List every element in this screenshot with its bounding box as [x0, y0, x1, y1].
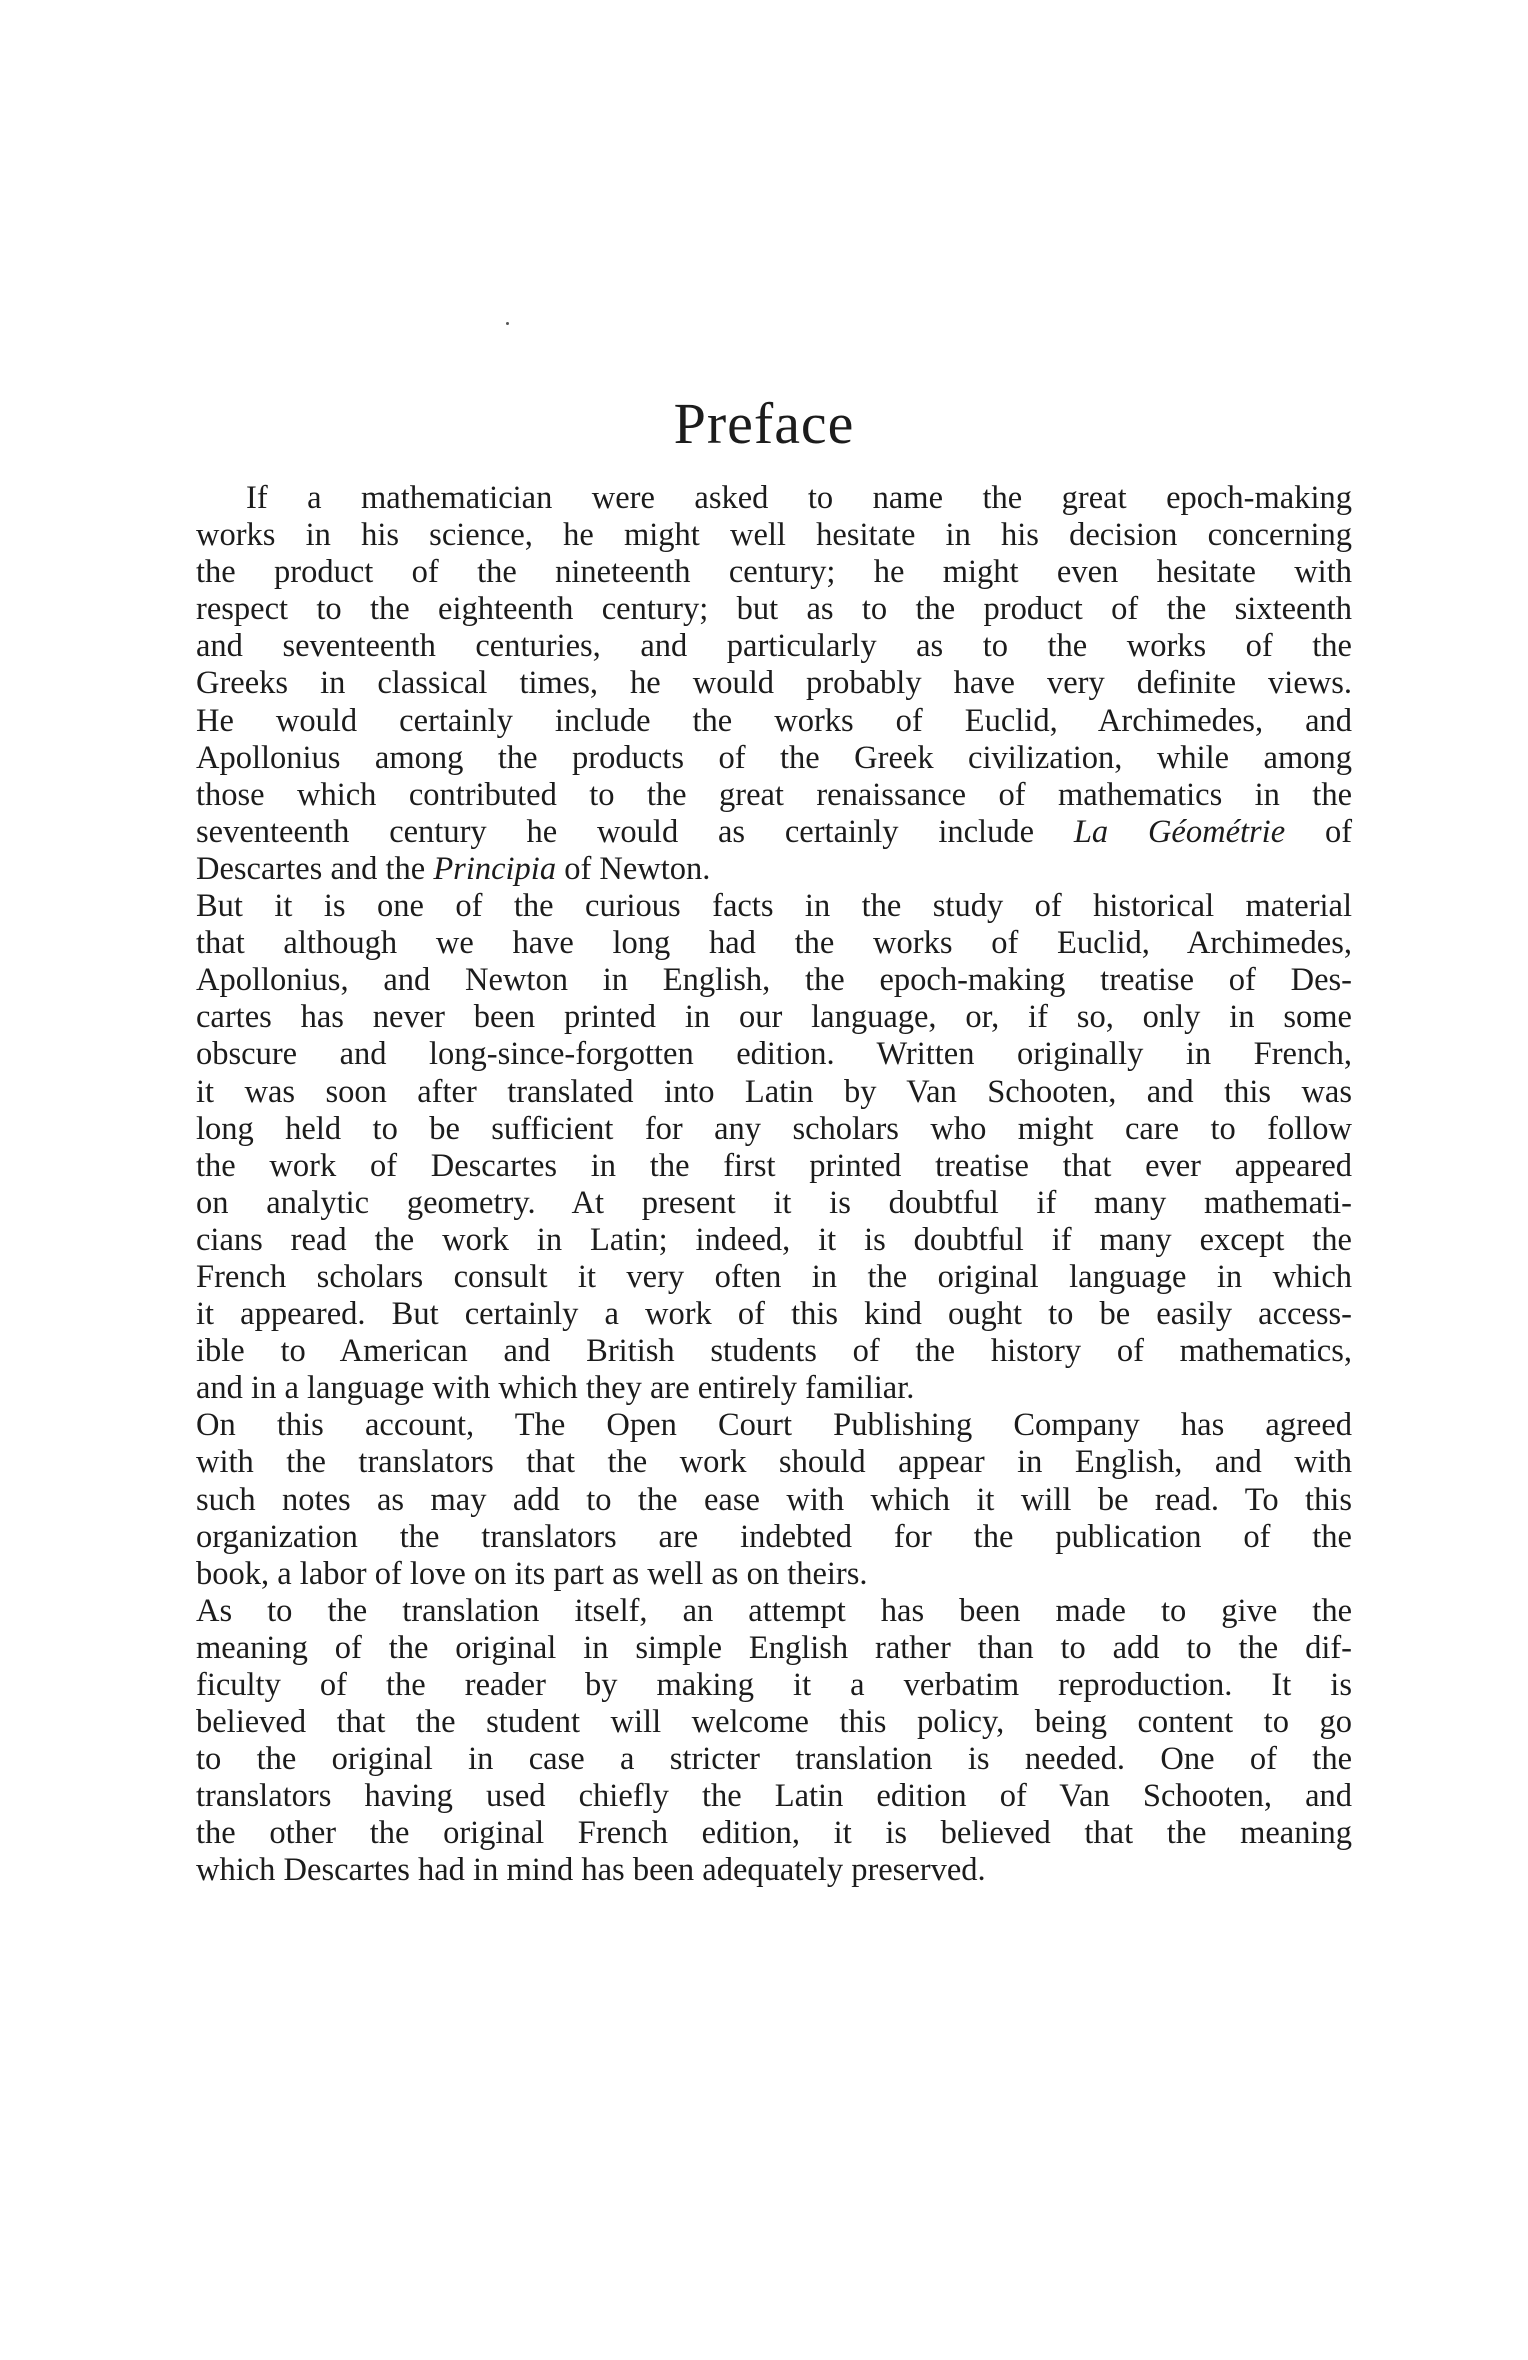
text-line: with the translators that the work should appear in English, and with	[196, 1444, 1352, 1481]
text-line: on analytic geometry. At present it is doubtful if many mathemati-	[196, 1184, 1352, 1221]
text-line: Apollonius, and Newton in English, the epoch-making treatise of Des-	[196, 962, 1352, 999]
text-line: cians read the work in Latin; indeed, it is doubtful if many except the	[196, 1221, 1352, 1258]
text-line: But it is one of the curious facts in the study of historical material	[196, 888, 1352, 925]
paragraph-2	[196, 888, 1352, 1407]
text-line: meaning of the original in simple English rather than to add to the dif-	[196, 1629, 1352, 1666]
text-line: the work of Descartes in the first printed treatise that ever appeared	[196, 1147, 1352, 1184]
text-line: respect to the eighteenth century; but as to the product of the sixteenth	[196, 591, 1352, 628]
paragraph-3	[196, 1407, 1352, 1592]
text-line: works in his science, he might well hesitate in his decision concerning	[196, 517, 1352, 554]
text-line: book, a labor of love on its part as well as on theirs.	[196, 1555, 868, 1592]
text-line: such notes as may add to the ease with which it will be read. To this	[196, 1481, 1352, 1518]
text-line: French scholars consult it very often in the original language in which	[196, 1258, 1352, 1295]
text-line: that although we have long had the works of Euclid, Archimedes,	[196, 925, 1352, 962]
text-segment: of	[1324, 813, 1353, 850]
text-line: Apollonius among the products of the Greek civilization, while among	[196, 739, 1352, 776]
text-line: obscure and long-since-forgotten edition. Written originally in French,	[196, 1036, 1352, 1073]
page-title: Preface	[673, 391, 855, 456]
text-segment: Descartes and the	[196, 850, 426, 887]
text-line: As to the translation itself, an attempt has been made to give the	[196, 1592, 1352, 1629]
text-line: and seventeenth centuries, and particularly as to the works of the	[196, 628, 1352, 665]
italic-title-la-geometrie: La Géométrie	[1073, 813, 1286, 850]
text-line: long held to be sufficient for any scholars who might care to follow	[196, 1110, 1352, 1147]
italic-title-principia: Principia	[433, 850, 557, 887]
text-line: translators having used chiefly the Latin edition of Van Schooten, and	[196, 1778, 1352, 1815]
text-line: cartes has never been printed in our language, or, if so, only in some	[196, 999, 1352, 1036]
text-line: believed that the student will welcome this policy, being content to go	[196, 1704, 1352, 1741]
text-line: the other the original French edition, it is believed that the meaning	[196, 1815, 1352, 1852]
text-line: it was soon after translated into Latin by Van Schooten, and this was	[196, 1073, 1352, 1110]
text-line: the product of the nineteenth century; he might even hesitate with	[196, 554, 1352, 591]
text-line-with-italic	[196, 814, 1352, 851]
text-line: ficulty of the reader by making it a verbatim reproduction. It is	[196, 1667, 1352, 1703]
text-line: to the original in case a stricter translation is needed. One of the	[196, 1741, 1352, 1778]
preface-body	[196, 480, 1352, 1890]
text-segment: of Newton.	[564, 850, 711, 887]
text-line: which Descartes had in mind has been adequately preserved.	[196, 1852, 986, 1889]
text-line: If a mathematician were asked to name the great epoch-making	[246, 480, 1352, 516]
text-line: it appeared. But certainly a work of this kind ought to be easily access-	[196, 1296, 1352, 1333]
text-line: ible to American and British students of the history of mathematics,	[196, 1333, 1352, 1370]
text-segment: seventeenth century he would as certainly include	[196, 813, 1035, 850]
paragraph-4	[196, 1593, 1352, 1890]
text-line: On this account, The Open Court Publishing Company has agreed	[196, 1407, 1352, 1444]
text-line: and in a language with which they are entirely familiar.	[196, 1370, 915, 1407]
text-line-with-italic	[196, 851, 1352, 888]
text-line: organization the translators are indebted for the publication of the	[196, 1518, 1352, 1555]
text-line: He would certainly include the works of Euclid, Archimedes, and	[196, 702, 1352, 739]
text-line: those which contributed to the great renaissance of mathematics in the	[196, 776, 1352, 813]
print-speck	[506, 322, 509, 325]
paragraph-1	[196, 480, 1352, 888]
text-line: Greeks in classical times, he would probably have very definite views.	[196, 665, 1352, 702]
